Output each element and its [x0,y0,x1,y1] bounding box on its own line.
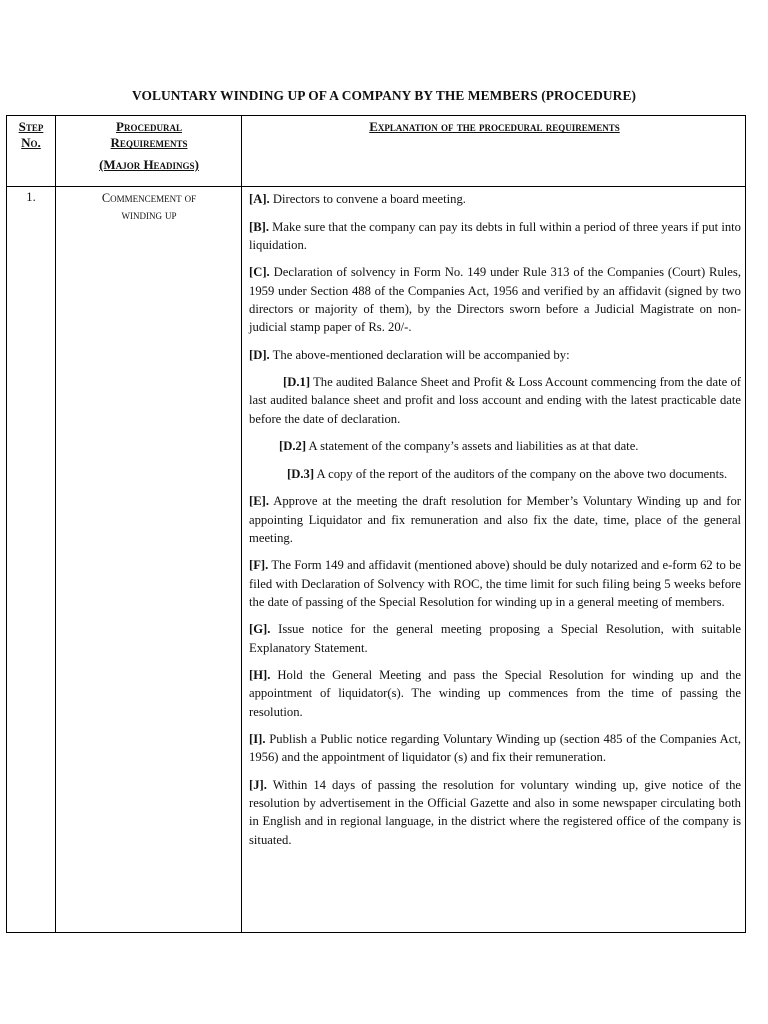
item-j [249,776,741,849]
item-label: [D.3] [287,466,315,481]
item-text: Make sure that the company can pay its debts in full within a period of three years if put into liquidation. [249,219,741,252]
item-d [249,346,741,364]
item-label: [D.1] [283,375,311,390]
item-label: [F]. [249,558,269,573]
header-procedural-line2: Requirements [110,135,188,150]
item-c [249,263,741,336]
item-label: [G]. [249,622,271,637]
item-label: [C]. [249,265,270,280]
item-h [249,666,741,721]
item-text: Issue notice for the general meeting proposing a Special Resolution, with suitable Explanatory Statement. [249,622,741,655]
item-d2 [249,437,741,455]
item-b [249,218,741,254]
item-label: [H]. [249,668,271,683]
item-text: The above-mentioned declaration will be accompanied by: [269,347,570,362]
item-text: Declaration of solvency in Form No. 149 under Rule 313 of the Companies (Court) Rules, 1959 under Section 488 of the Companies Act, 1956 and verified by an affidavit (signed by two directors or majority of them), by the Directors sworn before a Judicial Magistrate on non-judicial stamp paper of Rs. 20/-. [249,265,741,334]
header-divider [7,186,745,187]
header-step-line2: No. [21,135,41,150]
header-procedural-line1: Procedural [116,119,182,134]
header-explanation: Explanation of the procedural requirements [369,119,620,134]
item-text: Directors to convene a board meeting. [269,192,466,206]
item-label: [B]. [249,219,270,234]
item-text: A statement of the company’s assets and liabilities as at that date. [306,439,639,454]
item-label: [A]. [249,192,270,206]
step-number: 1. [26,190,36,204]
item-i [249,730,741,766]
major-heading-line1: Commencement of [101,191,197,205]
procedure-table [6,115,746,933]
column-divider [241,116,242,932]
item-label: [D.2] [279,439,307,454]
explanation-content [249,190,741,858]
major-heading-line2: winding up [121,208,177,222]
header-step-line1: Step [18,119,44,134]
item-a [249,190,741,208]
major-heading [56,190,242,224]
header-major-headings: (Major Headings) [99,157,199,172]
item-label: [E]. [249,494,270,509]
page-title: VOLUNTARY WINDING UP OF A COMPANY BY THE MEMBERS (PROCEDURE) [131,88,637,103]
item-d3 [249,465,741,483]
header-step-no [7,119,55,151]
header-procedural-requirements [56,119,242,173]
item-text: The audited Balance Sheet and Profit & Loss Account commencing from the date of last audited balance sheet and profit and loss account and ending with the latest practicable date before the date of declaration. [249,375,741,426]
item-d1 [249,373,741,428]
item-f [249,556,741,611]
item-label: [I]. [249,732,266,747]
item-e [249,492,741,547]
item-label: [D]. [249,347,270,362]
item-text: A copy of the report of the auditors of the company on the above two documents. [314,466,728,481]
item-text: Hold the General Meeting and pass the Special Resolution for winding up and the appointment of liquidator(s). The winding up commences from the time of passing the resolution. [249,668,741,719]
item-g [249,620,741,656]
item-text: Within 14 days of passing the resolution for voluntary winding up, give notice of the resolution by advertisement in the Official Gazette and also in some newspaper circulating both in English and in regional language, in the district where the registered office of the company is situated. [249,777,741,847]
item-text: The Form 149 and affidavit (mentioned above) should be duly notarized and e-form 62 to be filed with Declaration of Solvency with ROC, the time limit for such filing being 5 weeks before the date of passing of the Special Resolution for winding up in a general meeting of members. [249,558,741,609]
item-label: [J]. [249,777,267,792]
item-text: Publish a Public notice regarding Voluntary Winding up (section 485 of the Companies Act, 1956) and the appointment of liquidator (s) and fix their remuneration. [249,732,741,765]
column-divider [55,116,56,932]
item-text: Approve at the meeting the draft resolution for Member’s Voluntary Winding up and for appointing Liquidator and fix remuneration and also fix the date, time, place of the general meeting. [249,494,741,545]
